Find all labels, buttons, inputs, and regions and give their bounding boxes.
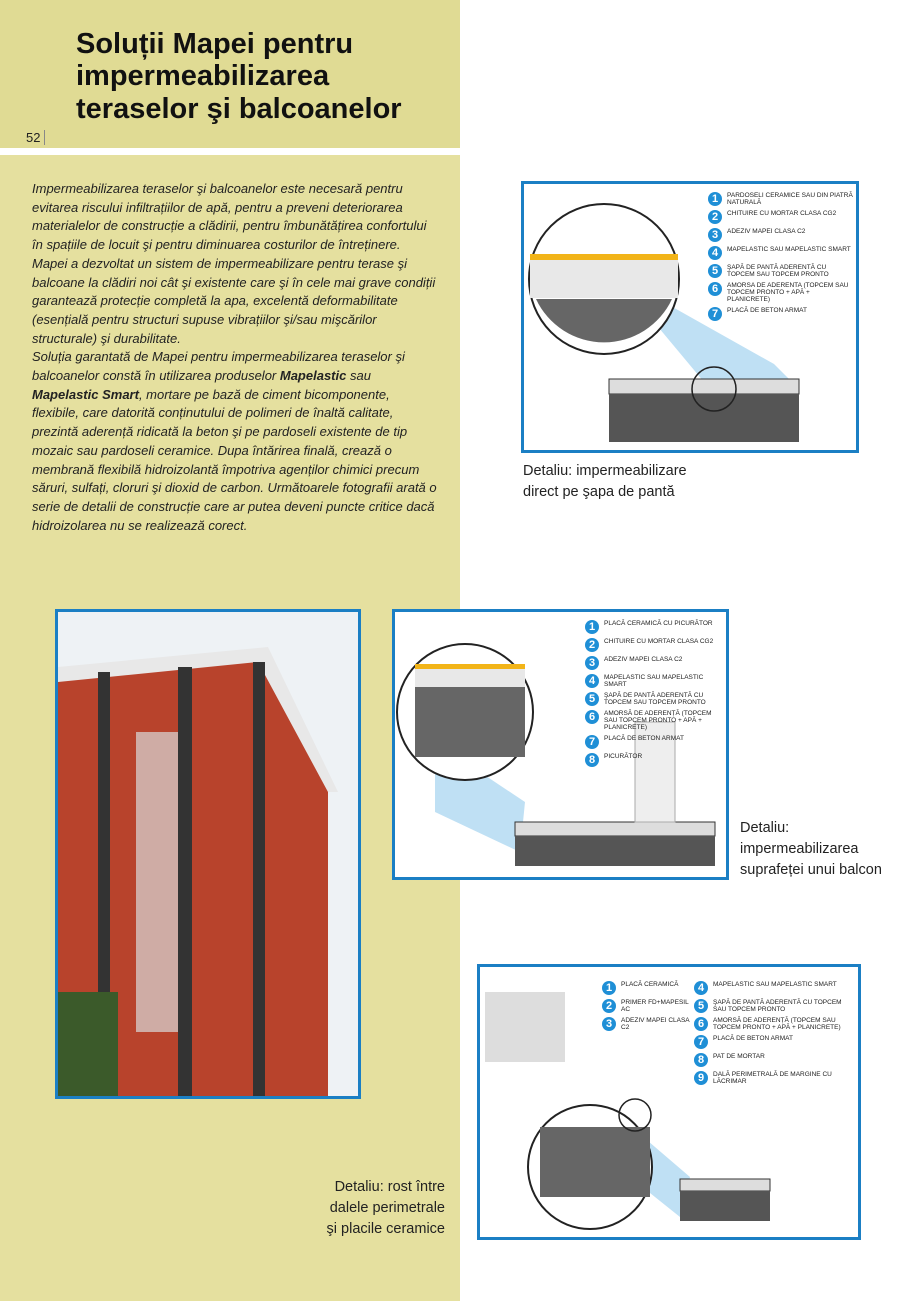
intro-text-part: sau bbox=[346, 368, 371, 384]
legend bbox=[602, 981, 852, 1089]
legend-column bbox=[708, 192, 853, 321]
number-badge-icon: 7 bbox=[694, 1035, 708, 1049]
legend-item bbox=[585, 620, 725, 634]
legend-label: ADEZIV MAPEI CLASA C2 bbox=[604, 656, 683, 663]
number-badge-icon: 9 bbox=[694, 1071, 708, 1085]
legend-item bbox=[602, 981, 694, 995]
legend-label: ŞAPĂ DE PANTĂ ADERENTĂ CU TOPCEM SAU TOPCEM PRONTO bbox=[713, 999, 842, 1013]
title-line: Soluții Mapei pentru bbox=[76, 28, 354, 60]
number-badge-icon: 8 bbox=[585, 753, 599, 767]
page-number: 52 bbox=[26, 130, 45, 145]
number-badge-icon: 7 bbox=[585, 735, 599, 749]
legend bbox=[708, 192, 853, 325]
diagram-direct-slope bbox=[521, 181, 859, 453]
number-badge-icon: 4 bbox=[708, 246, 722, 260]
caption-line: impermeabilizarea bbox=[740, 841, 859, 857]
page-title bbox=[76, 28, 402, 125]
caption-line: Detaliu: rost între bbox=[334, 1179, 445, 1195]
legend-label: AMORSĂ DE ADERENȚĂ (TOPCEM SAU TOPCEM PRONTO + APĂ + PLANICRETE) bbox=[713, 1017, 841, 1031]
legend-label: PARDOSELI CERAMICE SAU DIN PIATRĂ NATURALĂ bbox=[727, 192, 853, 206]
number-badge-icon: 7 bbox=[708, 307, 722, 321]
legend-label: PLACĂ CERAMICĂ bbox=[621, 981, 679, 988]
product-name: Mapelastic Smart bbox=[32, 386, 139, 402]
divider bbox=[0, 148, 460, 155]
legend bbox=[585, 620, 725, 771]
building-photo bbox=[55, 609, 361, 1099]
number-badge-icon: 2 bbox=[602, 999, 616, 1013]
legend-label: ŞAPĂ DE PANTĂ ADERENTĂ CU TOPCEM SAU TOPCEM PRONTO bbox=[727, 264, 829, 278]
intro-text-part: , mortare pe bază de ciment bicomponente, flexibile, care datorită conținutului de polimeri de înaltă calitate, prezintă aderență ridicată la beton şi pe pardoseli existente de tip mozaic sau pardoseli ceramice. Dupa întărirea finală, crează o membrană flexibilă hidroizolantă împotriva agenților chimici precum săruri, sulfați, cloruri şi dioxid de carbon. Următoarele fotografii arată o serie de detalii de construcție care ar putea deveni puncte critice dacă hidroizolarea nu se realizează corect. bbox=[32, 386, 437, 533]
caption-line: Detaliu: impermeabilizare bbox=[523, 463, 687, 479]
legend-item bbox=[585, 638, 725, 652]
legend-column bbox=[602, 981, 694, 1089]
number-badge-icon: 3 bbox=[708, 228, 722, 242]
legend-item bbox=[585, 656, 725, 670]
number-badge-icon: 5 bbox=[694, 999, 708, 1013]
legend-label: MAPELASTIC SAU MAPELASTIC SMART bbox=[727, 246, 851, 253]
number-badge-icon: 4 bbox=[585, 674, 599, 688]
number-badge-icon: 3 bbox=[602, 1017, 616, 1031]
legend-label: MAPELASTIC SAU MAPELASTIC SMART bbox=[713, 981, 837, 988]
number-badge-icon: 1 bbox=[708, 192, 722, 206]
number-badge-icon: 3 bbox=[585, 656, 599, 670]
legend-label: MAPELASTIC SAU MAPELASTIC SMART bbox=[604, 674, 704, 688]
intro-text-part: Soluția garantată de Mapei pentru impermeabilizarea teraselor şi balcoanelor constă în utilizarea produselor bbox=[32, 349, 405, 384]
legend-item bbox=[694, 1017, 852, 1031]
number-badge-icon: 2 bbox=[708, 210, 722, 224]
legend-column bbox=[585, 620, 725, 767]
legend-label: PLACĂ DE BETON ARMAT bbox=[604, 735, 684, 742]
legend-label: PAT DE MORTAR bbox=[713, 1053, 765, 1060]
legend-item bbox=[694, 981, 852, 995]
legend-label: PLACĂ DE BETON ARMAT bbox=[727, 307, 807, 314]
number-badge-icon: 1 bbox=[585, 620, 599, 634]
caption-diagram-2 bbox=[740, 818, 882, 881]
diagram-balcony bbox=[392, 609, 729, 880]
number-badge-icon: 8 bbox=[694, 1053, 708, 1067]
legend-label: CHITUIRE CU MORTAR CLASA CG2 bbox=[604, 638, 714, 645]
title-line: teraselor şi balcoanelor bbox=[76, 92, 402, 125]
product-name: Mapelastic bbox=[279, 368, 347, 384]
intro-paragraph-1: Impermeabilizarea teraselor şi balcoanelor este necesară pentru evitarea riscului infiltrațiilor de apă, pentru a preveni deteriorarea materialelor de construcție a clădirii, pentru îmbunătățirea confortului în spațiile de locuit şi pentru diminuarea costurilor de întreținere. Mapei a dezvoltat un sistem de impermeabilizare pentru terase şi balcoane la clădiri noi cât şi existente care şi în cele mai grave condiții garantează protecție completă la apa, excelentă deformabilitate (esențială pentru structuri supuse vibrațiilor şi/sau mişcărilor structurale) şi durabilitate. bbox=[32, 181, 436, 346]
legend-label: AMORSĂ DE ADERENȚĂ (TOPCEM SAU TOPCEM PRONTO + APĂ + PLANICRETE) bbox=[604, 710, 712, 731]
legend-label: CHITUIRE CU MORTAR CLASA CG2 bbox=[727, 210, 837, 217]
legend-item bbox=[694, 1035, 852, 1049]
intro-text bbox=[32, 180, 437, 535]
diagram-joint bbox=[477, 964, 861, 1240]
legend-item bbox=[585, 692, 725, 706]
number-badge-icon: 4 bbox=[694, 981, 708, 995]
number-badge-icon: 6 bbox=[585, 710, 599, 724]
legend-item bbox=[602, 999, 694, 1013]
legend-item bbox=[708, 210, 853, 224]
caption-line: şi placile ceramice bbox=[326, 1221, 445, 1237]
caption-diagram-1 bbox=[523, 461, 687, 503]
legend-item bbox=[708, 264, 853, 278]
legend-label: ADEZIV MAPEI CLASA C2 bbox=[621, 1017, 690, 1031]
legend-item bbox=[694, 1071, 852, 1085]
legend-label: AMORSA DE ADERENTA (TOPCEM SAU TOPCEM PRONTO + APĂ + PLANICRETE) bbox=[727, 282, 849, 303]
number-badge-icon: 1 bbox=[602, 981, 616, 995]
legend-label: PLACĂ DE BETON ARMAT bbox=[713, 1035, 793, 1042]
building-illustration bbox=[58, 612, 358, 1096]
legend-column bbox=[694, 981, 852, 1089]
legend-label: DALĂ PERIMETRALĂ DE MARGINE CU LĂCRIMAR bbox=[713, 1071, 832, 1085]
legend-item bbox=[708, 192, 853, 206]
number-badge-icon: 6 bbox=[694, 1017, 708, 1031]
legend-item bbox=[708, 228, 853, 242]
number-badge-icon: 5 bbox=[585, 692, 599, 706]
caption-line: direct pe şapa de pantă bbox=[523, 484, 675, 500]
caption-diagram-3 bbox=[300, 1177, 445, 1240]
legend-item bbox=[585, 710, 725, 731]
legend-label: PRIMER FD+MAPESIL AC bbox=[621, 999, 689, 1013]
legend-label: ŞAPĂ DE PANTĂ ADERENTĂ CU TOPCEM SAU TOPCEM PRONTO bbox=[604, 692, 706, 706]
legend-label: ADEZIV MAPEI CLASA C2 bbox=[727, 228, 806, 235]
caption-line: suprafeței unui balcon bbox=[740, 862, 882, 878]
legend-item bbox=[602, 1017, 694, 1031]
legend-item bbox=[585, 753, 725, 767]
title-line: impermeabilizarea bbox=[76, 60, 330, 93]
number-badge-icon: 6 bbox=[708, 282, 722, 296]
number-badge-icon: 2 bbox=[585, 638, 599, 652]
legend-item bbox=[694, 999, 852, 1013]
number-badge-icon: 5 bbox=[708, 264, 722, 278]
legend-label: PLACĂ CERAMICĂ CU PICURĂTOR bbox=[604, 620, 713, 627]
caption-line: Detaliu: bbox=[740, 820, 790, 836]
legend-item bbox=[585, 735, 725, 749]
legend-item bbox=[708, 282, 853, 303]
legend-item bbox=[585, 674, 725, 688]
legend-item bbox=[694, 1053, 852, 1067]
caption-line: dalele perimetrale bbox=[329, 1200, 445, 1216]
legend-item bbox=[708, 246, 853, 260]
legend-item bbox=[708, 307, 853, 321]
legend-label: PICURĂTOR bbox=[604, 753, 643, 760]
